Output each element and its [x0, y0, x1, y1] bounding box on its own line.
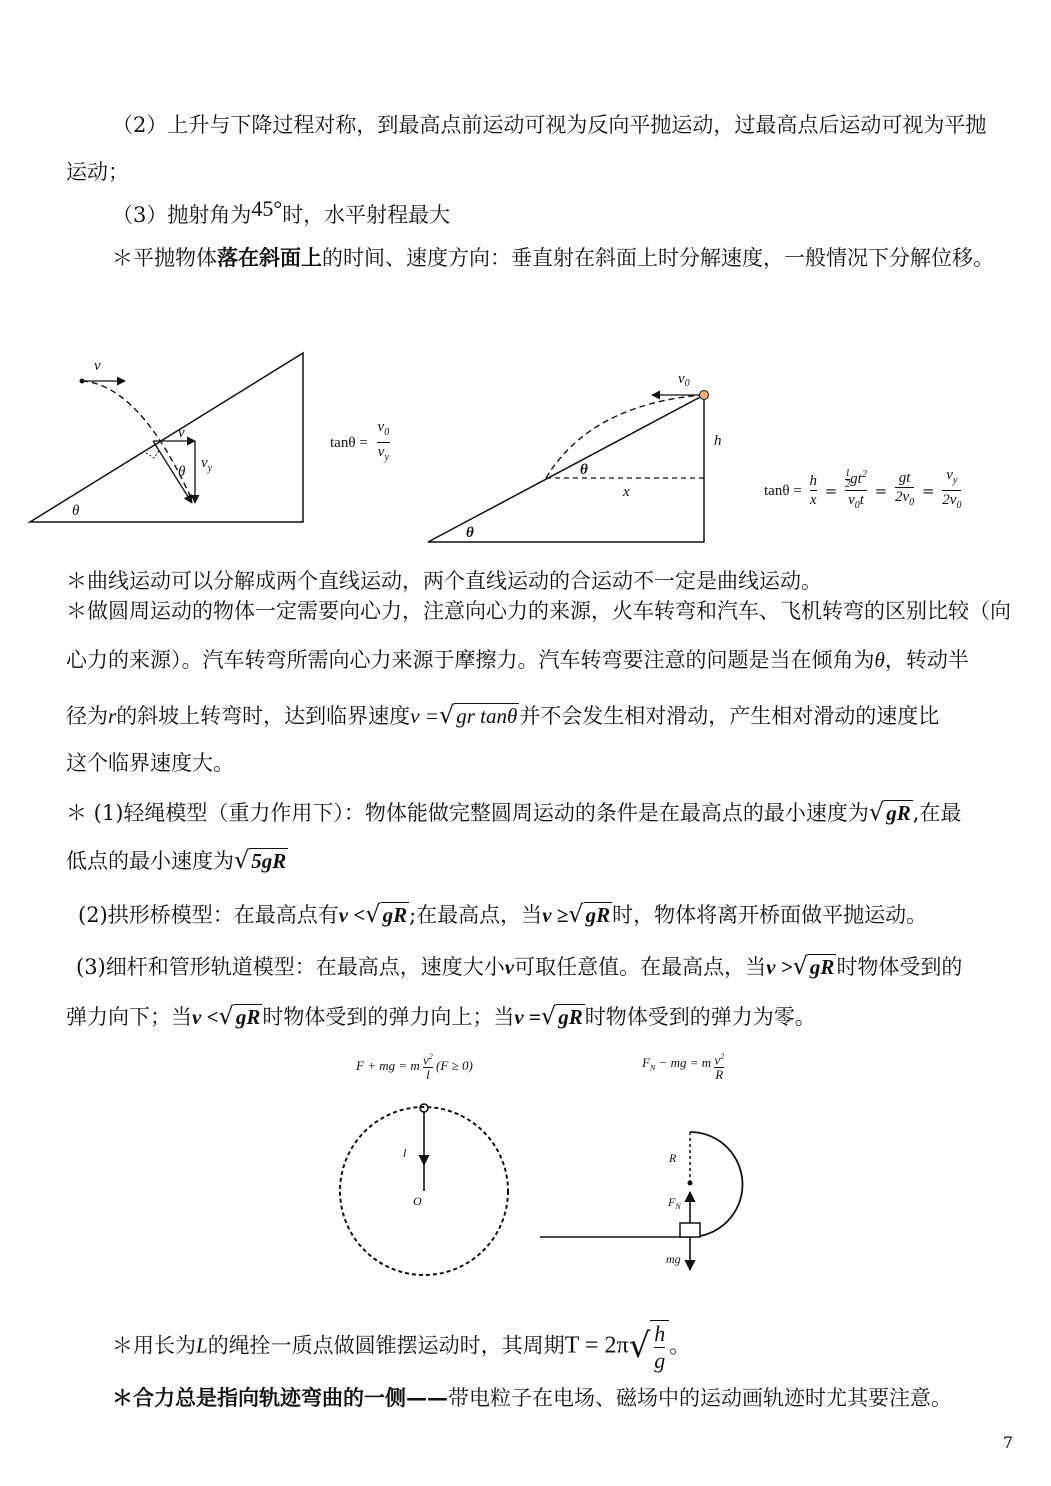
r-label: R: [669, 1151, 677, 1165]
trajectory-curve-2: [546, 395, 702, 478]
line-curve-decompose: ＊曲线运动可以分解成两个直线运动，两个直线运动的合运动不一定是曲线运动。: [66, 569, 822, 593]
line-centripetal-force: ＊做圆周运动的物体一定需要向心力，注意向心力的来源，火车转弯和汽车、飞机转弯的区别比较（向: [66, 599, 1011, 623]
incline-triangle: [30, 353, 303, 522]
figure-vertical-circle: [330, 1095, 510, 1285]
line-incline-projectile: ＊平抛物体落在斜面上的时间、速度方向：垂直射在斜面上时分解速度，一般情况下分解位移。: [112, 245, 994, 270]
figure-loop-track: [538, 1120, 778, 1280]
line-critical-speed-cont: 这个临界速度大。: [66, 751, 234, 775]
line-rope-model-cont: 低点的最小速度为√5gR: [66, 846, 287, 874]
x-label: x: [623, 484, 630, 500]
line-rod-model-cont: 弹力向下；当v <√gR时物体受到的弹力向上；当v =√gR时物体受到的弹力为零。: [66, 1002, 816, 1030]
center-dot: [688, 1181, 693, 1186]
incline-triangle-2: [428, 395, 704, 542]
o-label: O: [413, 1194, 422, 1208]
figure-incline-displacement: [420, 365, 740, 545]
v0-label: $v_0$: [678, 371, 690, 389]
resultant-velocity: [153, 441, 192, 503]
equation-tan-theta-2: tanθ = $\frac{h}{x}$ = $\frac{1}{2}$ $gt^2$ $v_0t$ = $\frac{gt}{2v_0}$ = $\frac{v_y}{2v_0}$: [764, 467, 962, 512]
equation-tan-theta-1: tanθ = $\frac{v_0}{v_y}$: [330, 419, 390, 463]
theta-mid: θ: [178, 464, 186, 480]
theta-base-2: θ: [466, 525, 474, 541]
v-mid-label: v: [178, 425, 185, 441]
line-symmetric-motion: （2）上升与下降过程对称，到最高点前运动可视为反向平抛运动，过最高点后运动可视为平抛: [112, 113, 987, 137]
line-rod-model: (3)细杆和管形轨道模型：在最高点，速度大小v可取任意值。在最高点，当v >√gR时物体受到的: [76, 952, 963, 980]
line-rope-model: ＊ (1)轻绳模型（重力作用下）：物体能做完整圆周运动的条件是在最高点的最小速度为√gR,在最: [66, 798, 962, 826]
formula-loop-track: $F_N$ − mg = m $\frac{v^2}{R}$: [642, 1052, 725, 1083]
formula-rope-circle: F + mg = m $\frac{v^2}{l}$ (F ≥ 0): [356, 1052, 473, 1083]
line-conical-pendulum: ＊用长为L的绳拴一质点做圆锥摆运动时，其周期T = 2π√ $\frac{h}{g}$ 。: [112, 1321, 691, 1373]
v-top-label: v: [94, 358, 101, 374]
line-critical-speed: 径为r的斜坡上转弯时，达到临界速度v =√gr tanθ并不会发生相对滑动，产生相对滑动的速度比: [66, 701, 940, 729]
line-projection-angle: （3）抛射角为45°时，水平射程最大: [112, 196, 451, 227]
loop-arc: [690, 1132, 743, 1237]
vy-label: $v_y$: [201, 455, 213, 474]
block: [680, 1223, 700, 1237]
l-label: l: [403, 1146, 407, 1160]
ball: [700, 391, 709, 400]
theta-base: θ: [72, 503, 80, 519]
line-net-force: ＊合力总是指向轨迹弯曲的一侧——带电粒子在电场、磁场中的运动画轨迹时尤其要注意。: [112, 1385, 952, 1410]
fn-label: $F_N$: [668, 1195, 681, 1211]
page-number: 7: [1002, 1433, 1013, 1452]
line-symmetric-motion-cont: 运动；: [66, 160, 129, 184]
line-car-turning: 心力的来源）。汽车转弯所需向心力来源于摩擦力。汽车转弯要注意的问题是当在倾角为θ，转动半: [66, 648, 969, 672]
mg-label: mg: [666, 1252, 681, 1266]
angle-45: 45°: [251, 196, 283, 221]
h-label: h: [714, 433, 722, 449]
right-angle-mark: [146, 449, 160, 458]
theta-mid-2: θ: [580, 462, 588, 478]
line-bridge-model: (2)拱形桥模型：在最高点有v <√gR;在最高点，当v ≥√gR时，物体将离开桥面做平抛运动。: [78, 900, 928, 928]
